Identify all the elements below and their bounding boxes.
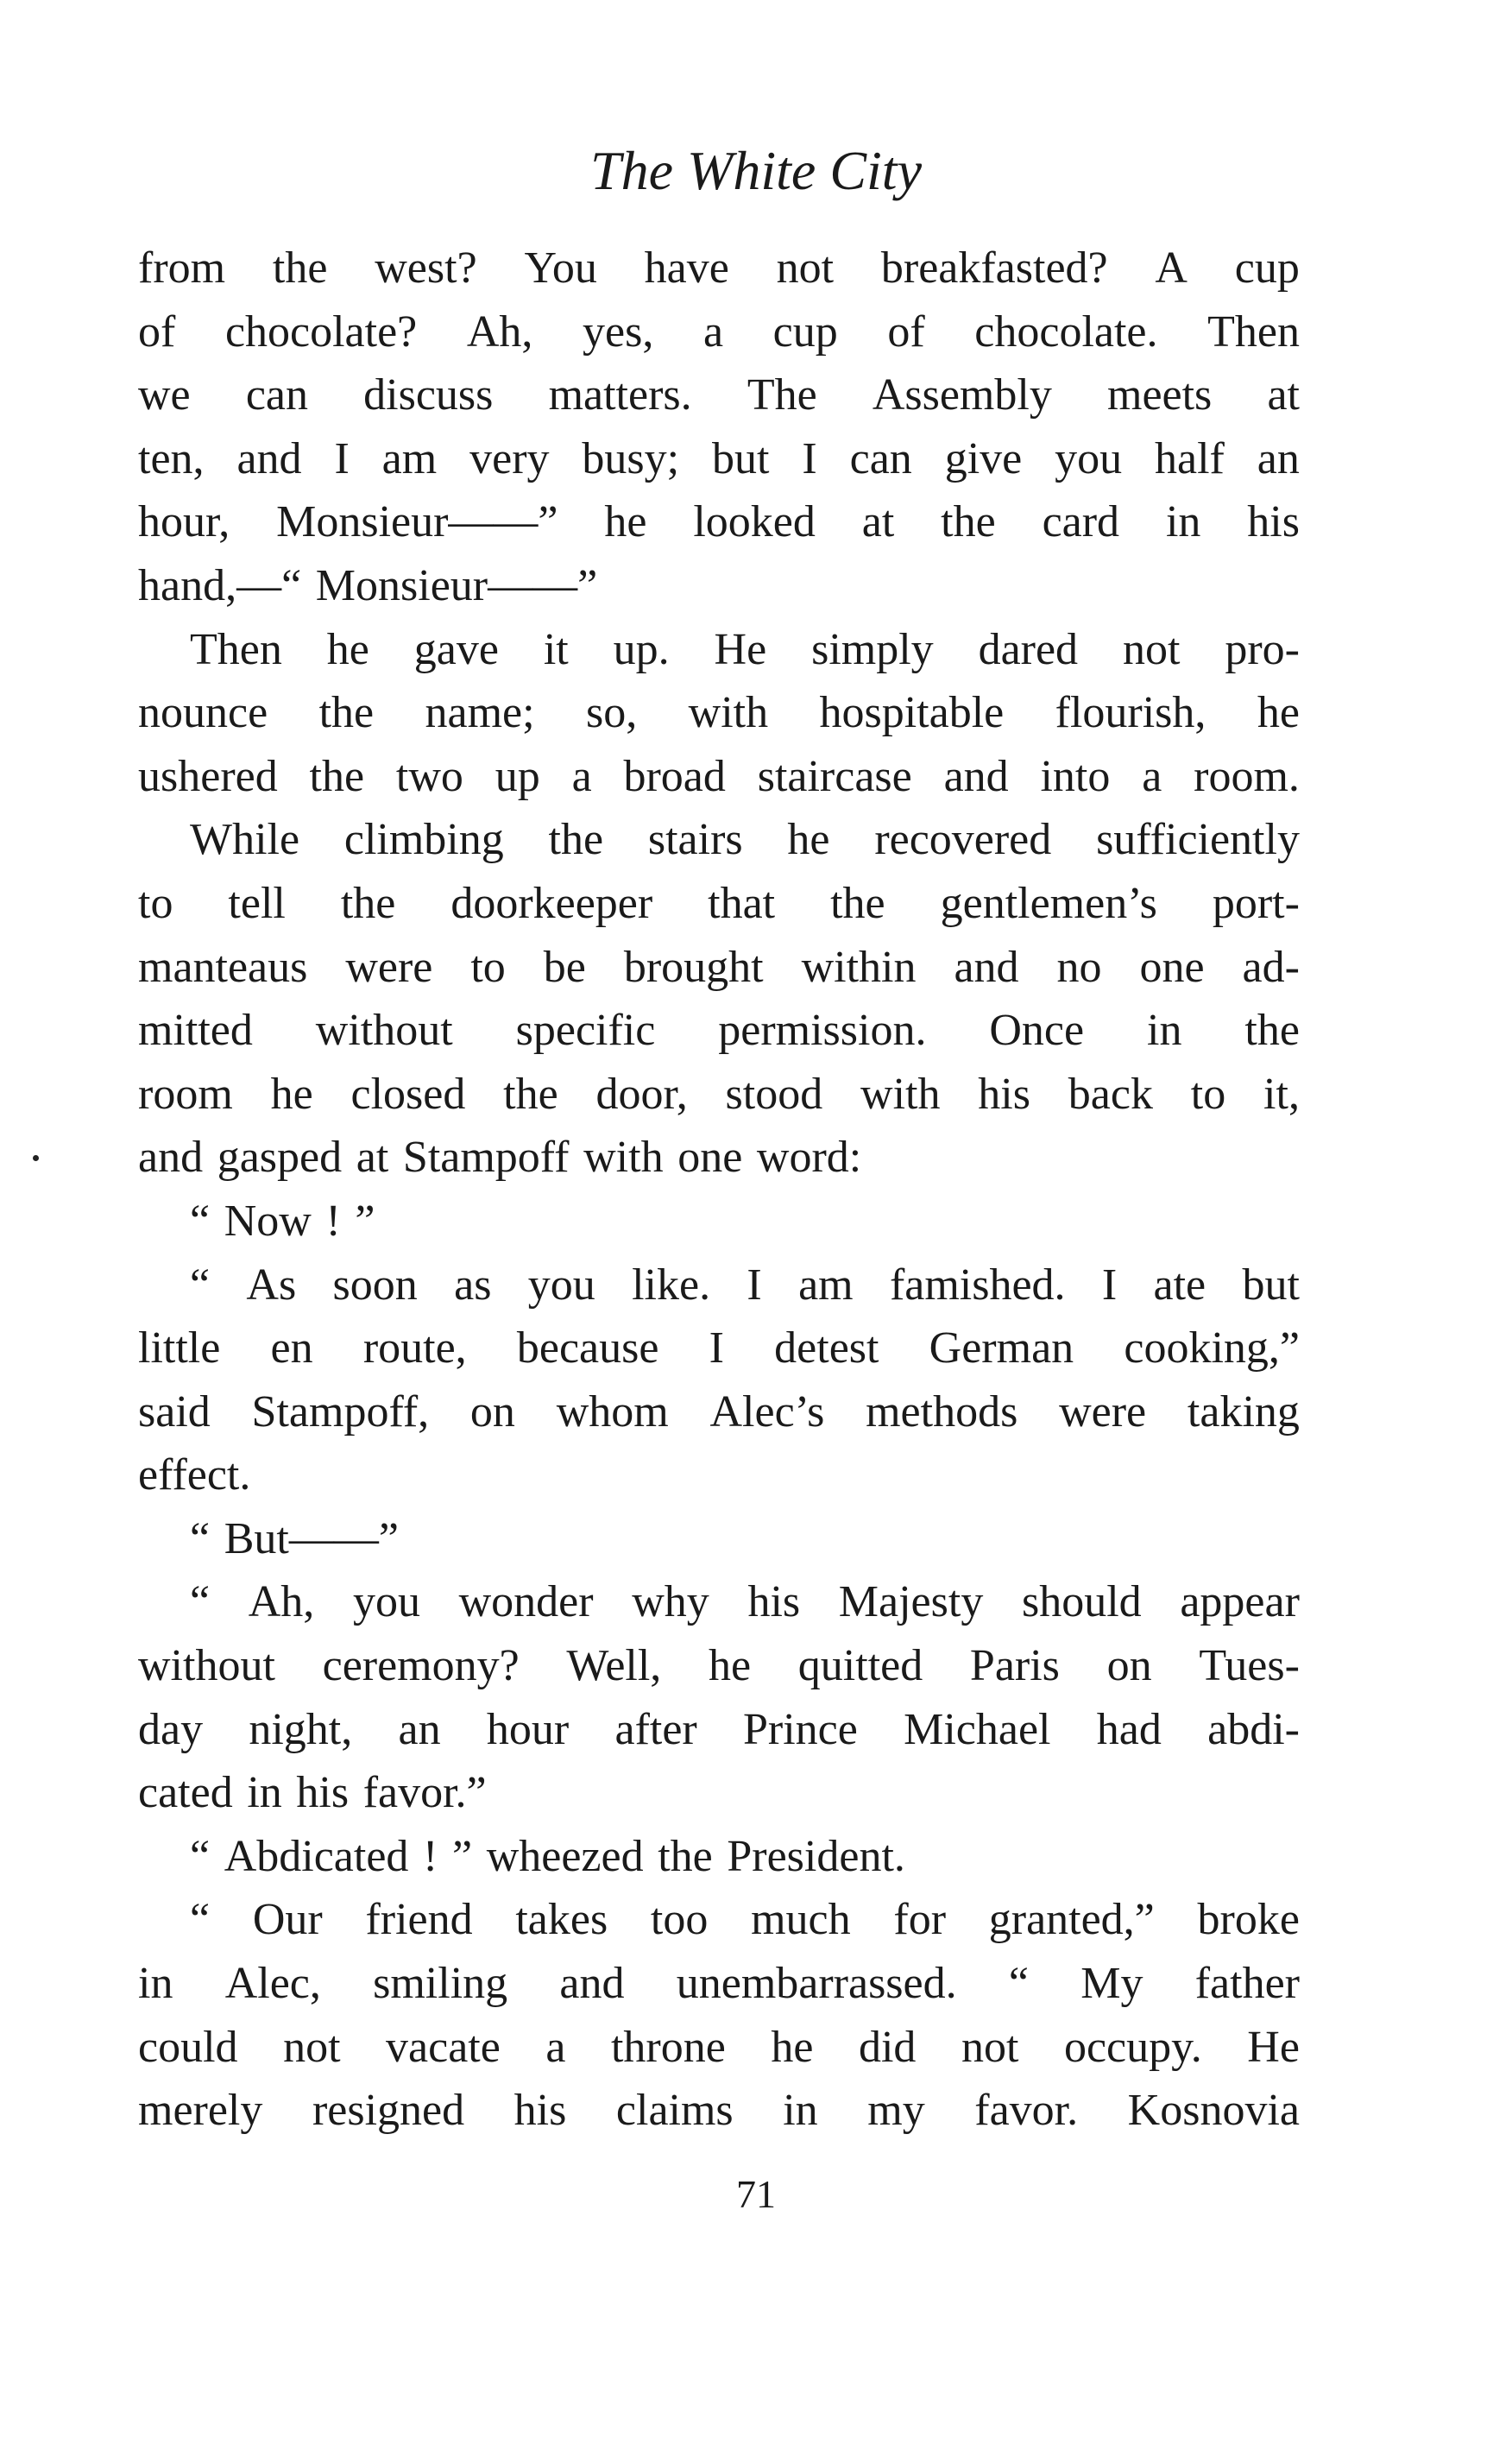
text-line: said Stampoff, on whom Alec’s methods were taking: [138, 1386, 1300, 1437]
text-line: we can discuss matters. The Assembly meets at: [138, 370, 1300, 420]
page-number: 71: [736, 2172, 776, 2216]
text-line: effect.: [138, 1450, 251, 1500]
text-line: hand,—“ Monsieur——”: [138, 560, 598, 610]
text-line: little en route, because I detest German cooking,”: [138, 1323, 1300, 1373]
text-line: While climbing the stairs he recovered sufficiently: [190, 815, 1300, 865]
text-line: ushered the two up a broad staircase and into a room.: [138, 751, 1300, 801]
text-line: hour, Monsieur——” he looked at the card in his: [138, 497, 1300, 547]
text-line: mitted without specific permission. Once in the: [138, 1006, 1300, 1056]
print-speck: [33, 1155, 39, 1161]
text-line: “ But——”: [190, 1513, 399, 1563]
text-line: “ Abdicated ! ” wheezed the President.: [190, 1831, 905, 1881]
text-line: manteaus were to be brought within and no one ad-: [138, 942, 1300, 992]
running-head: The White City: [590, 140, 922, 201]
text-line: in Alec, smiling and unembarrassed. “ My father: [138, 1959, 1300, 2009]
text-line: could not vacate a throne he did not occupy. He: [138, 2022, 1300, 2072]
text-line: to tell the doorkeeper that the gentlemen’s port-: [138, 878, 1300, 928]
text-line: without ceremony? Well, he quitted Paris on Tues-: [138, 1641, 1300, 1691]
text-line: cated in his favor.”: [138, 1768, 487, 1818]
text-line: nounce the name; so, with hospitable flourish, he: [138, 688, 1300, 738]
text-line: from the west? You have not breakfasted? A cup: [138, 243, 1300, 293]
text-line: “ Ah, you wonder why his Majesty should appear: [190, 1577, 1300, 1627]
text-line: room he closed the door, stood with his back to it,: [138, 1069, 1300, 1119]
text-line: ten, and I am very busy; but I can give you half an: [138, 433, 1300, 483]
text-line: Then he gave it up. He simply dared not pro-: [190, 624, 1300, 674]
text-line: “ As soon as you like. I am famished. I ate but: [190, 1260, 1300, 1310]
text-line: and gasped at Stampoff with one word:: [138, 1133, 862, 1183]
text-line: “ Our friend takes too much for granted,” broke: [190, 1895, 1300, 1945]
text-line: day night, an hour after Prince Michael had abdi-: [138, 1704, 1300, 1754]
text-line: merely resigned his claims in my favor. Kosnovia: [138, 2086, 1300, 2136]
text-line: of chocolate? Ah, yes, a cup of chocolate. Then: [138, 306, 1300, 357]
body-text: [138, 237, 1300, 2143]
text-line: “ Now ! ”: [190, 1196, 375, 1246]
